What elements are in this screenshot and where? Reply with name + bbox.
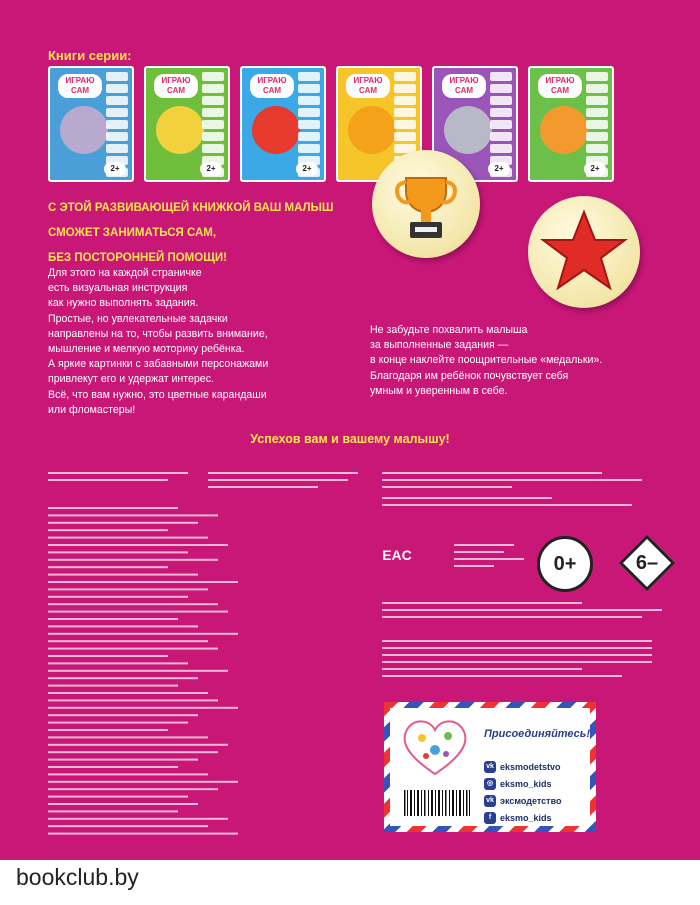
task-tile bbox=[586, 132, 608, 141]
task-tile bbox=[490, 84, 512, 93]
book-title-badge: ИГРАЮ САМ bbox=[58, 74, 102, 98]
join-us-heading: Присоединяйтесь! bbox=[484, 728, 590, 740]
social-handle: эксмодетство bbox=[500, 795, 562, 806]
task-tile bbox=[490, 132, 512, 141]
task-tile bbox=[106, 72, 128, 81]
imprint-line bbox=[48, 751, 218, 753]
headline-line-3: БЕЗ ПОСТОРОННЕЙ ПОМОЩИ! bbox=[48, 252, 228, 264]
task-tile bbox=[202, 120, 224, 129]
headline-line-1: С ЭТОЙ РАЗВИВАЮЩЕЙ КНИЖКОЙ ВАШ МАЛЫШ bbox=[48, 202, 334, 214]
task-tile bbox=[202, 84, 224, 93]
task-tile bbox=[394, 84, 416, 93]
imprint-block-2 bbox=[208, 470, 368, 500]
imprint-line bbox=[48, 625, 198, 627]
task-tile bbox=[106, 84, 128, 93]
imprint-line bbox=[48, 692, 208, 694]
imprint-line bbox=[48, 773, 208, 775]
task-tile bbox=[298, 144, 320, 153]
task-tile bbox=[298, 72, 320, 81]
isbn-lines bbox=[454, 542, 524, 582]
heart-logo-icon bbox=[400, 716, 470, 776]
imprint-line bbox=[48, 729, 168, 731]
imprint-line bbox=[48, 714, 198, 716]
task-tile bbox=[202, 144, 224, 153]
character-illustration bbox=[252, 106, 300, 154]
task-tile bbox=[202, 96, 224, 105]
task-tile bbox=[298, 120, 320, 129]
star-icon bbox=[528, 196, 640, 308]
task-tile bbox=[298, 108, 320, 117]
imprint-line bbox=[48, 640, 208, 642]
age-restriction-text: 6– bbox=[635, 552, 659, 574]
social-link[interactable] bbox=[484, 792, 562, 809]
book-age-badge: 2+ bbox=[296, 162, 318, 176]
social-handle: eksmo_kids bbox=[500, 778, 552, 789]
social-link[interactable] bbox=[484, 775, 562, 792]
imprint-line bbox=[48, 803, 198, 805]
age-rating-badge: 0+ bbox=[537, 536, 593, 592]
imprint-line bbox=[48, 514, 218, 516]
imprint-line bbox=[48, 707, 238, 709]
series-book-thumbnail[interactable] bbox=[48, 66, 134, 182]
site-watermark: bookclub.by bbox=[16, 864, 139, 890]
imprint-line bbox=[48, 766, 178, 768]
task-tile bbox=[586, 144, 608, 153]
task-tile bbox=[202, 72, 224, 81]
imprint-line bbox=[48, 633, 238, 635]
vk-icon: vk bbox=[484, 761, 496, 773]
imprint-line bbox=[48, 788, 218, 790]
imprint-line bbox=[48, 796, 188, 798]
task-tile bbox=[490, 72, 512, 81]
imprint-line bbox=[48, 677, 198, 679]
task-tile bbox=[202, 108, 224, 117]
imprint-line bbox=[48, 744, 228, 746]
series-book-thumbnail[interactable] bbox=[528, 66, 614, 182]
task-tile bbox=[106, 144, 128, 153]
social-links bbox=[484, 758, 562, 826]
imprint-line bbox=[48, 662, 188, 664]
imprint-line bbox=[48, 611, 228, 613]
imprint-line bbox=[48, 810, 178, 812]
imprint-line bbox=[48, 670, 228, 672]
wish-banner: Успехов вам и вашему малышу! bbox=[250, 432, 450, 446]
imprint-block-1 bbox=[48, 470, 198, 500]
headline bbox=[48, 196, 378, 271]
vk-icon: vk bbox=[484, 795, 496, 807]
body-text: Для этого на каждой страничке есть визуальная инструкция как нужно выполнять задания. Простые, но увлекательные задачки направлены на то, чтобы развить внимание, мышление и мелкую моторику ребёнка. А яркие картинки с забавными персонажами привлекут его и удержат интерес. Всё, что вам нужно, это цветные карандаши или фломастеры! bbox=[48, 267, 269, 416]
fine-print-lines bbox=[48, 505, 348, 845]
task-tile bbox=[298, 84, 320, 93]
character-illustration bbox=[348, 106, 396, 154]
task-tile bbox=[106, 96, 128, 105]
imprint-line bbox=[48, 699, 218, 701]
fine-print-lines bbox=[208, 470, 368, 500]
social-envelope bbox=[384, 702, 596, 832]
character-illustration bbox=[60, 106, 108, 154]
imprint-line bbox=[48, 581, 238, 583]
series-thumbnails bbox=[48, 66, 608, 186]
imprint-line bbox=[48, 618, 178, 620]
age-restriction-badge bbox=[618, 534, 676, 592]
social-handle: eksmo_kids bbox=[500, 812, 552, 823]
series-label: Книги серии: bbox=[48, 48, 132, 63]
star-sticker bbox=[528, 196, 640, 308]
imprint-line bbox=[48, 736, 208, 738]
fine-print-lines bbox=[382, 470, 652, 520]
task-tile bbox=[298, 96, 320, 105]
imprint-line bbox=[48, 551, 188, 553]
imprint-line bbox=[48, 648, 218, 650]
task-tile bbox=[202, 132, 224, 141]
barcode-icon bbox=[400, 786, 474, 822]
imprint-line bbox=[48, 722, 188, 724]
book-age-badge: 2+ bbox=[200, 162, 222, 176]
task-tile bbox=[394, 72, 416, 81]
instagram-icon: ◎ bbox=[484, 778, 496, 790]
trophy-icon bbox=[372, 150, 480, 258]
imprint-line bbox=[48, 818, 228, 820]
facebook-icon: f bbox=[484, 812, 496, 824]
imprint-line bbox=[48, 507, 178, 509]
fine-print-lines bbox=[382, 600, 672, 690]
series-book-thumbnail[interactable] bbox=[144, 66, 230, 182]
imprint-line bbox=[48, 522, 198, 524]
headline-line-2: СМОЖЕТ ЗАНИМАТЬСЯ САМ, bbox=[48, 227, 217, 239]
task-tile bbox=[586, 108, 608, 117]
imprint-line bbox=[48, 781, 238, 783]
imprint-line bbox=[48, 685, 178, 687]
task-tile bbox=[490, 108, 512, 117]
task-tile bbox=[586, 84, 608, 93]
imprint-line bbox=[48, 596, 188, 598]
envelope-card bbox=[390, 708, 590, 826]
trophy-sticker bbox=[372, 150, 480, 258]
imprint-line bbox=[48, 574, 198, 576]
book-title-badge: ИГРАЮ САМ bbox=[538, 74, 582, 98]
character-illustration bbox=[540, 106, 588, 154]
book-title-badge: ИГРАЮ САМ bbox=[346, 74, 390, 98]
book-title-badge: ИГРАЮ САМ bbox=[154, 74, 198, 98]
social-link[interactable] bbox=[484, 809, 562, 826]
book-age-badge: 2+ bbox=[488, 162, 510, 176]
imprint-line bbox=[48, 566, 168, 568]
task-tile bbox=[394, 132, 416, 141]
eac-mark: EAC bbox=[382, 547, 412, 563]
task-tile bbox=[490, 144, 512, 153]
task-tile bbox=[490, 96, 512, 105]
imprint-block-3 bbox=[382, 470, 652, 520]
imprint-line bbox=[48, 588, 208, 590]
imprint-column bbox=[48, 505, 348, 845]
imprint-line bbox=[48, 603, 218, 605]
book-title-badge: ИГРАЮ САМ bbox=[250, 74, 294, 98]
imprint-line bbox=[48, 537, 208, 539]
book-age-badge: 2+ bbox=[584, 162, 606, 176]
imprint-line bbox=[48, 833, 238, 835]
imprint-line bbox=[48, 529, 168, 531]
book-title-badge: ИГРАЮ САМ bbox=[442, 74, 486, 98]
imprint-line bbox=[48, 559, 218, 561]
task-tile bbox=[106, 108, 128, 117]
series-book-thumbnail[interactable] bbox=[240, 66, 326, 182]
imprint-line bbox=[48, 544, 228, 546]
task-tile bbox=[586, 96, 608, 105]
social-handle: eksmodetstvo bbox=[500, 761, 561, 772]
task-tile bbox=[394, 120, 416, 129]
task-tile bbox=[106, 132, 128, 141]
character-illustration bbox=[156, 106, 204, 154]
praise-text: Не забудьте похвалить малыша за выполненные задания — в конце наклейте поощрительные «медальки». Благодаря им ребёнок почувствует себя умным и уверенным в себе. bbox=[370, 324, 603, 397]
task-tile bbox=[298, 132, 320, 141]
book-age-badge: 2+ bbox=[104, 162, 126, 176]
fine-print-lines bbox=[48, 470, 198, 500]
imprint-line bbox=[48, 825, 208, 827]
imprint-line bbox=[48, 655, 168, 657]
task-tile bbox=[586, 120, 608, 129]
task-tile bbox=[586, 72, 608, 81]
task-tile bbox=[106, 120, 128, 129]
social-link[interactable] bbox=[484, 758, 562, 775]
legal-block bbox=[382, 600, 672, 690]
task-tile bbox=[490, 120, 512, 129]
task-tile bbox=[394, 108, 416, 117]
character-illustration bbox=[444, 106, 492, 154]
task-tile bbox=[394, 96, 416, 105]
imprint-line bbox=[48, 759, 198, 761]
